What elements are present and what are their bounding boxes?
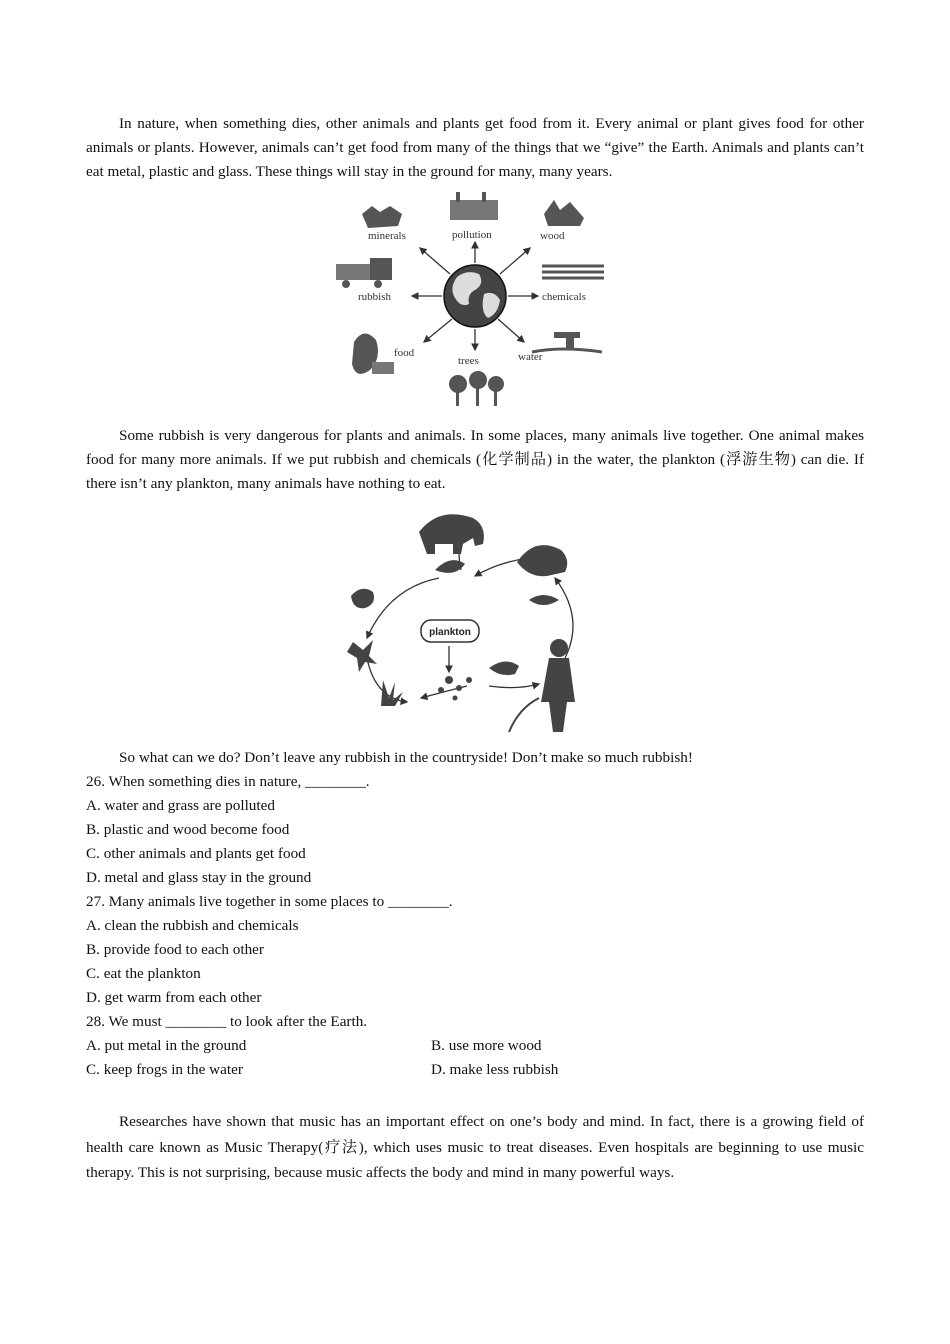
bear-icon bbox=[419, 514, 484, 554]
question-27-option-a: A. clean the rubbish and chemicals bbox=[86, 917, 299, 934]
rubbish-truck-icon bbox=[336, 258, 392, 288]
passage2-paragraph1: Researches have shown that music has an important effect on one’s body and mind. In fact, there is a growing field of health care known as Music Therapy(疗法), which uses music to treat diseases. Even hospitals are beginning to use music therapy. This is not surprising, because music affects the body and mind in many powerful ways. bbox=[86, 1113, 864, 1181]
question-26-option-a: A. water and grass are polluted bbox=[86, 797, 275, 814]
question-26-stem: 26. When something dies in nature, ________. bbox=[86, 773, 370, 790]
bird-icon bbox=[435, 560, 465, 573]
person-fishing-icon bbox=[509, 639, 575, 732]
frog-icon bbox=[351, 589, 374, 608]
question-28-option-a: A. put metal in the ground bbox=[86, 1037, 247, 1054]
question-28-option-b: B. use more wood bbox=[431, 1037, 542, 1054]
food-label: food bbox=[394, 347, 415, 359]
question-26-option-b: B. plastic and wood become food bbox=[86, 821, 290, 838]
otter-icon bbox=[517, 545, 567, 576]
question-27-option-d: D. get warm from each other bbox=[86, 989, 262, 1006]
pollution-icon bbox=[450, 192, 498, 220]
earth-globe-icon bbox=[444, 265, 506, 327]
passage1-paragraph2: Some rubbish is very dangerous for plants and animals. In some places, many animals live together. One animal makes food for many more animals. If we put rubbish and chemicals (化学制品) in the water, the plankton (浮游生物) can die. If there isn’t any plankton, many animals have nothing to eat. bbox=[86, 427, 864, 492]
shrimp-icon bbox=[489, 661, 519, 675]
question-28-options-row2 bbox=[86, 1058, 864, 1082]
chemicals-icon bbox=[542, 266, 604, 278]
plankton-label: plankton bbox=[429, 627, 471, 638]
plankton-dots-icon bbox=[438, 676, 472, 701]
insect-icon bbox=[347, 640, 377, 672]
water-tap-icon bbox=[532, 332, 602, 352]
document-page bbox=[86, 112, 864, 1186]
passage1-paragraph3: So what can we do? Don’t leave any rubbish in the countryside! Don’t make so much rubbish! bbox=[119, 749, 693, 766]
question-28-option-c: C. keep frogs in the water bbox=[86, 1061, 243, 1078]
food-chain-diagram bbox=[339, 508, 611, 742]
wood-icon bbox=[544, 200, 584, 226]
question-27-stem: 27. Many animals live together in some places to ________. bbox=[86, 893, 453, 910]
question-26-option-d: D. metal and glass stay in the ground bbox=[86, 869, 312, 886]
pollution-label: pollution bbox=[452, 229, 492, 241]
question-28-stem: 28. We must ________ to look after the Earth. bbox=[86, 1013, 368, 1030]
food-icon bbox=[352, 333, 394, 374]
water-plant-icon bbox=[381, 680, 403, 706]
question-27-option-c: C. eat the plankton bbox=[86, 965, 201, 982]
wood-label: wood bbox=[540, 230, 565, 242]
passage1-paragraph1: In nature, when something dies, other animals and plants get food from it. Every animal or plant gives food for other animals or plants. However, animals can’t get food from many of the things that we “give” the Earth. Animals and plants can’t eat metal, plastic and glass. These things will stay in the ground for many, many years. bbox=[86, 115, 864, 180]
question-28-option-d: D. make less rubbish bbox=[431, 1061, 559, 1078]
trees-label: trees bbox=[458, 355, 479, 367]
rubbish-label: rubbish bbox=[358, 291, 391, 303]
minerals-label: minerals bbox=[368, 230, 406, 242]
minerals-icon bbox=[362, 206, 402, 228]
trees-icon bbox=[449, 371, 504, 406]
question-27-option-b: B. provide food to each other bbox=[86, 941, 264, 958]
question-28-options-row1 bbox=[86, 1034, 864, 1058]
water-label: water bbox=[518, 351, 543, 363]
earth-resources-diagram bbox=[332, 192, 618, 418]
fish-icon bbox=[529, 595, 559, 605]
question-26-option-c: C. other animals and plants get food bbox=[86, 845, 306, 862]
chemicals-label: chemicals bbox=[542, 291, 586, 303]
